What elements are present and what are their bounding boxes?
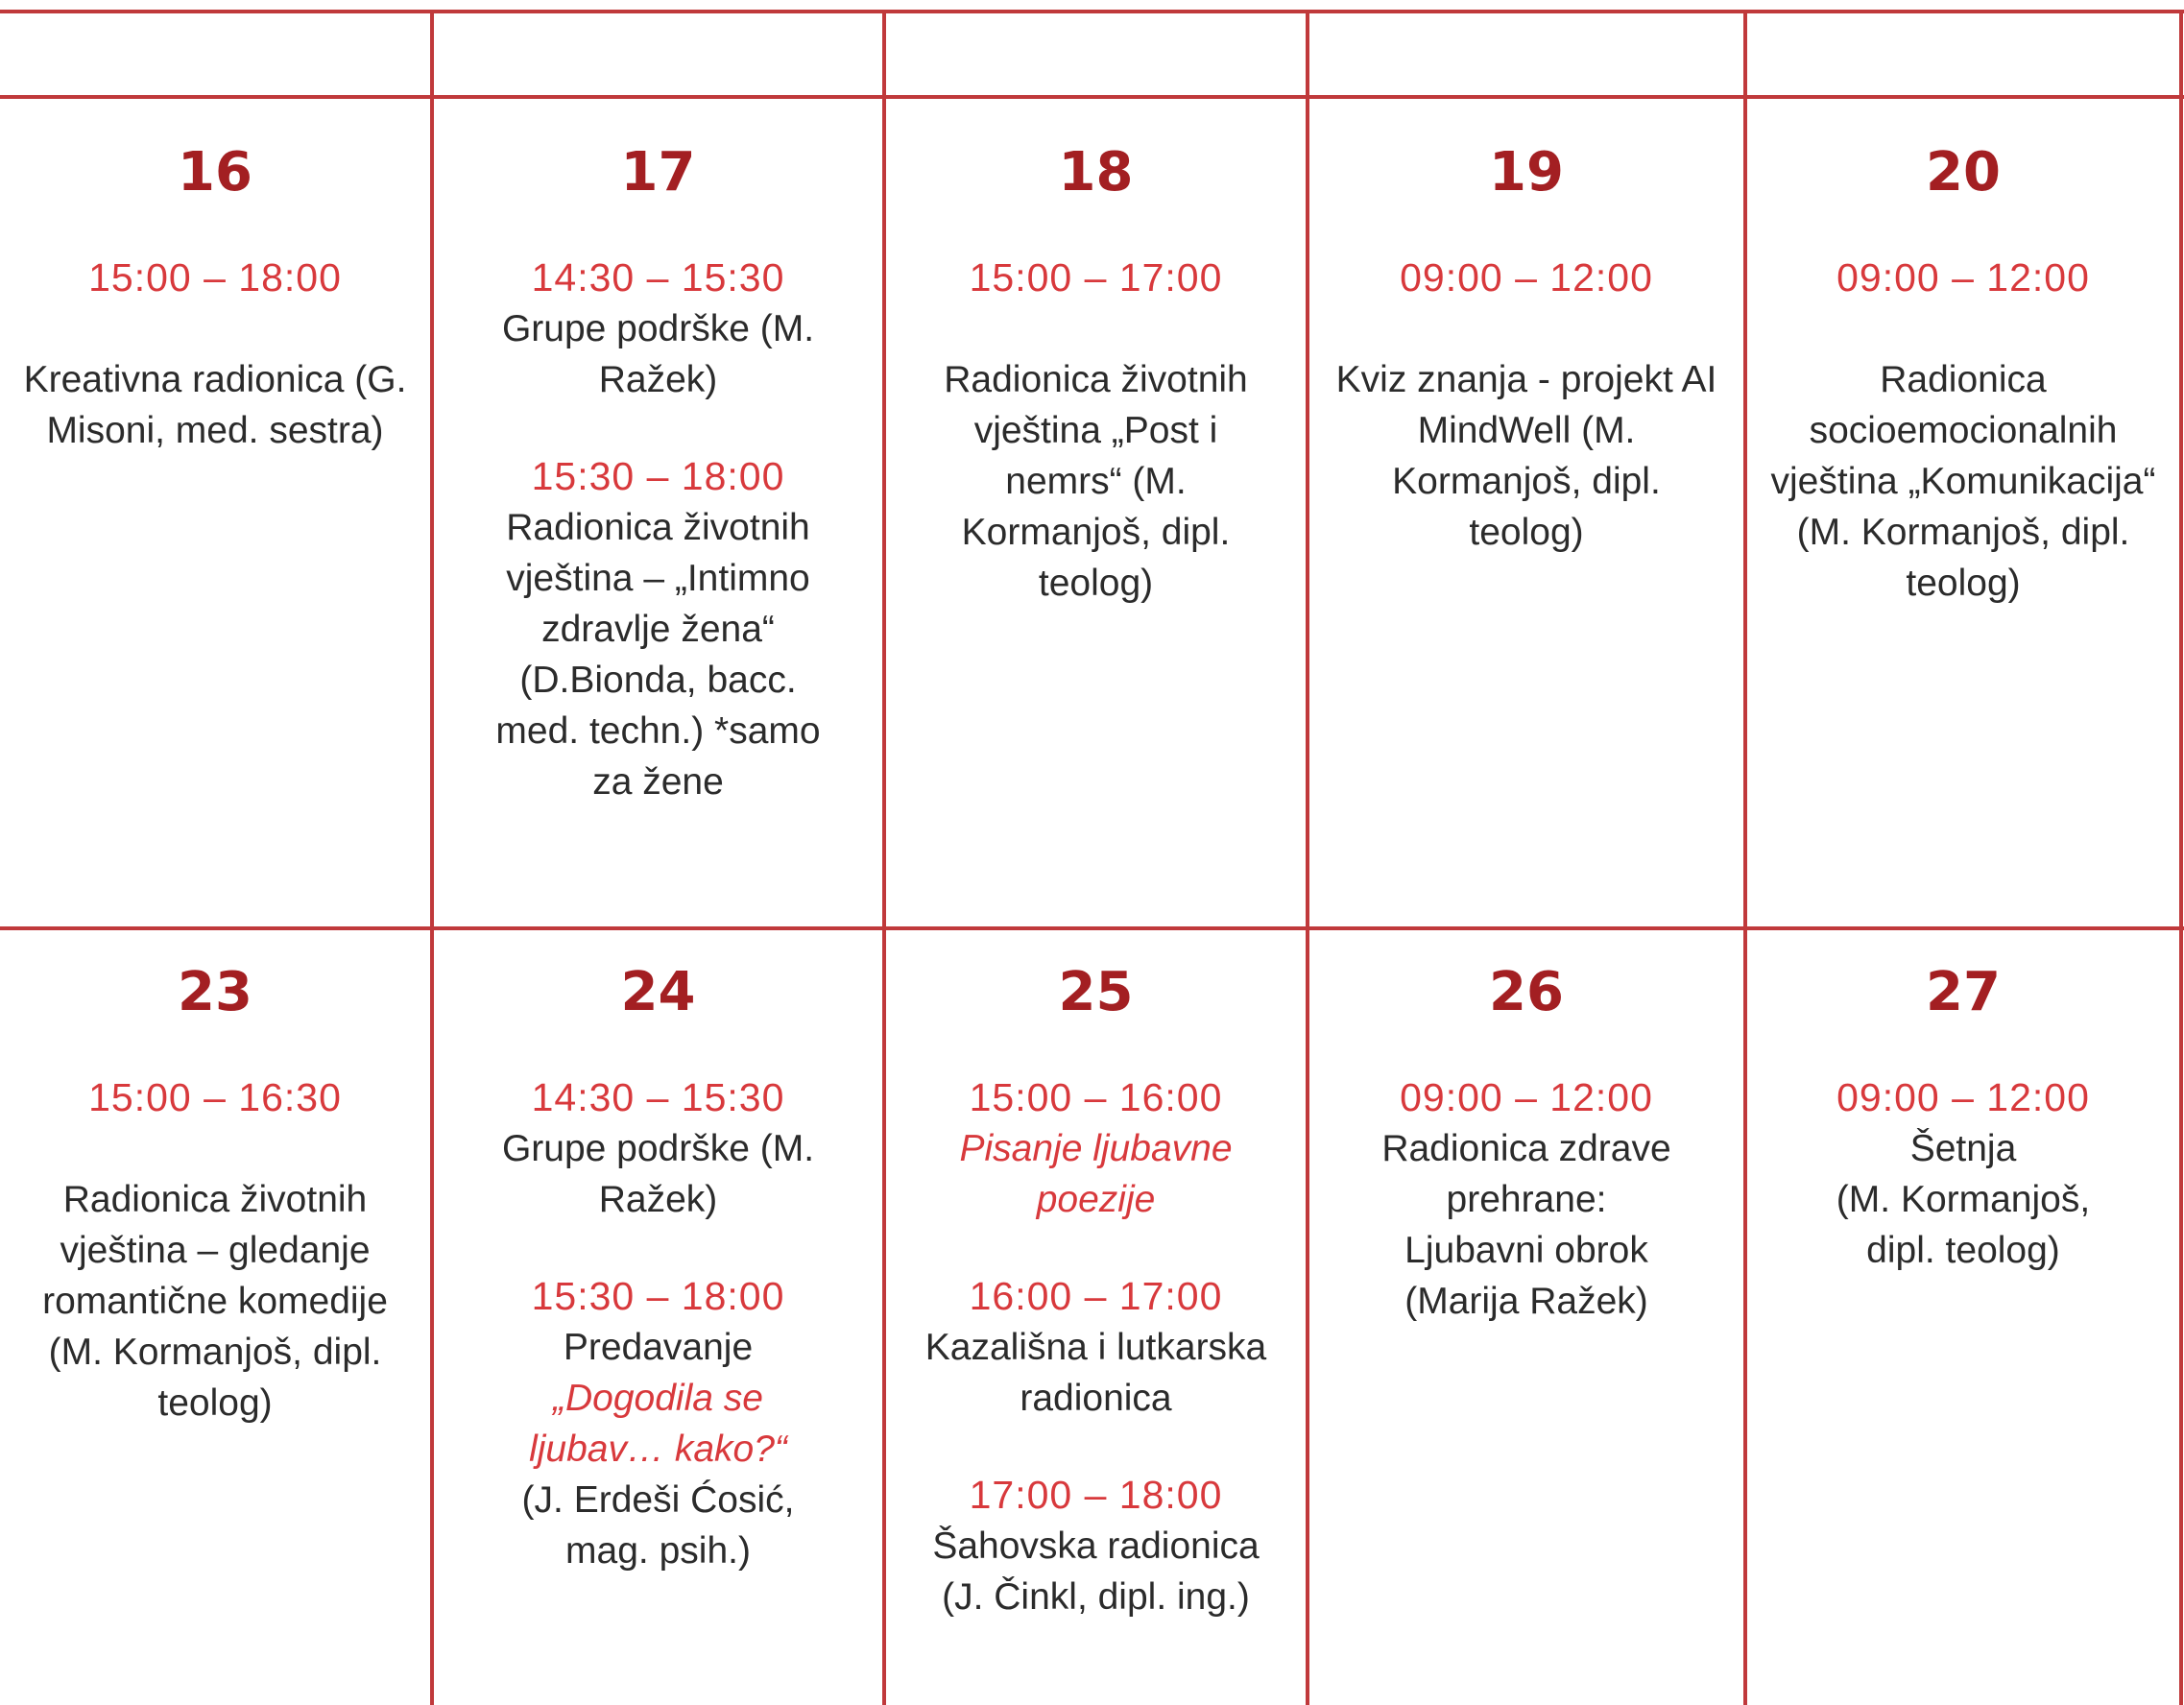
event-description: Radionica životnih vještina „Post i nemrs“ (M. Kormanjoš, dipl. teolog) xyxy=(944,359,1248,604)
event xyxy=(490,252,827,405)
event xyxy=(19,252,411,456)
event-description: Šahovska radionica (J. Činkl, dipl. ing.) xyxy=(932,1525,1260,1618)
day-cell-23 xyxy=(0,930,430,1705)
event-description: (J. Erdeši Ćosić, mag. psih.) xyxy=(521,1479,795,1572)
event-time: 09:00 – 12:00 xyxy=(1836,1075,2090,1119)
day-cell-26 xyxy=(1309,930,1743,1705)
event-title: Predavanje xyxy=(563,1327,754,1368)
grid-line-top xyxy=(0,10,2184,13)
event-title: Šetnja xyxy=(1909,1128,2017,1169)
day-cell-20 xyxy=(1747,99,2179,926)
day-cell-17 xyxy=(434,99,882,926)
event-time: 15:30 – 18:00 xyxy=(531,454,785,498)
event xyxy=(1331,252,1722,558)
event xyxy=(1805,1072,2122,1276)
event-time: 17:00 – 18:00 xyxy=(969,1473,1223,1517)
day-number: 23 xyxy=(178,961,252,1023)
event-time: 15:30 – 18:00 xyxy=(531,1274,785,1318)
event-time: 09:00 – 12:00 xyxy=(1400,1075,1653,1119)
day-number: 17 xyxy=(620,141,696,204)
event xyxy=(1377,1072,1676,1327)
event-description: Grupe podrške (M. Ražek) xyxy=(501,308,815,400)
day-number: 24 xyxy=(620,961,696,1023)
event-time: 15:00 – 16:30 xyxy=(88,1075,342,1119)
day-number: 25 xyxy=(1058,961,1134,1023)
event xyxy=(490,1271,827,1576)
event-description: (M. Kormanjoš, dipl. teolog) xyxy=(1836,1179,2091,1271)
day-number: 16 xyxy=(178,141,252,204)
event-time: 15:00 – 18:00 xyxy=(88,255,342,300)
day-number: 18 xyxy=(1058,141,1134,204)
day-number: 20 xyxy=(1926,141,2001,204)
event xyxy=(29,1072,401,1429)
event xyxy=(915,252,1277,609)
event-time: 14:30 – 15:30 xyxy=(531,1075,785,1119)
event xyxy=(915,1072,1277,1225)
event-time: 16:00 – 17:00 xyxy=(969,1274,1223,1318)
day-cell-18 xyxy=(886,99,1306,926)
event-time: 09:00 – 12:00 xyxy=(1836,255,2090,300)
event-description: Radionica socioemocionalnih vještina „Komunikacija“ (M. Kormanjoš, dipl. teolog) xyxy=(1770,359,2156,604)
day-cell-19 xyxy=(1309,99,1743,926)
day-number: 26 xyxy=(1489,961,1564,1023)
event xyxy=(915,1271,1277,1424)
day-number: 19 xyxy=(1489,141,1564,204)
event-description: Radionica životnih vještina – „Intimno zdravlje žena“ (D.Bionda, bacc. med. techn.) *samo za žene xyxy=(495,507,821,803)
day-cell-25 xyxy=(886,930,1306,1705)
event-time: 09:00 – 12:00 xyxy=(1400,255,1653,300)
event xyxy=(915,1470,1277,1622)
event-time: 14:30 – 15:30 xyxy=(531,255,785,300)
grid-line-right xyxy=(2179,10,2183,1705)
event-time: 15:00 – 16:00 xyxy=(969,1075,1223,1119)
event xyxy=(1764,252,2162,609)
event-description: Radionica životnih vještina – gledanje romantične komedije (M. Kormanjoš, dipl. teolog) xyxy=(42,1179,388,1424)
event-description: Radionica zdrave prehrane: Ljubavni obrok (Marija Ražek) xyxy=(1381,1128,1671,1322)
event-description: Kviz znanja - projekt AI MindWell (M. Kormanjoš, dipl. teolog) xyxy=(1335,359,1717,553)
event-description: Kazališna i lutkarska radionica xyxy=(924,1327,1267,1419)
day-cell-16 xyxy=(0,99,430,926)
event-description: Grupe podrške (M. Ražek) xyxy=(501,1128,815,1220)
day-cell-24 xyxy=(434,930,882,1705)
event-italic-title: „Dogodila se ljubav… kako?“ xyxy=(529,1378,787,1470)
event xyxy=(490,1072,827,1225)
event xyxy=(490,451,827,807)
event-description: Kreativna radionica (G. Misoni, med. sestra) xyxy=(23,359,407,451)
day-cell-27 xyxy=(1747,930,2179,1705)
event-italic-title: Pisanje ljubavne poezije xyxy=(959,1128,1233,1220)
event-time: 15:00 – 17:00 xyxy=(969,255,1223,300)
day-number: 27 xyxy=(1926,961,2001,1023)
